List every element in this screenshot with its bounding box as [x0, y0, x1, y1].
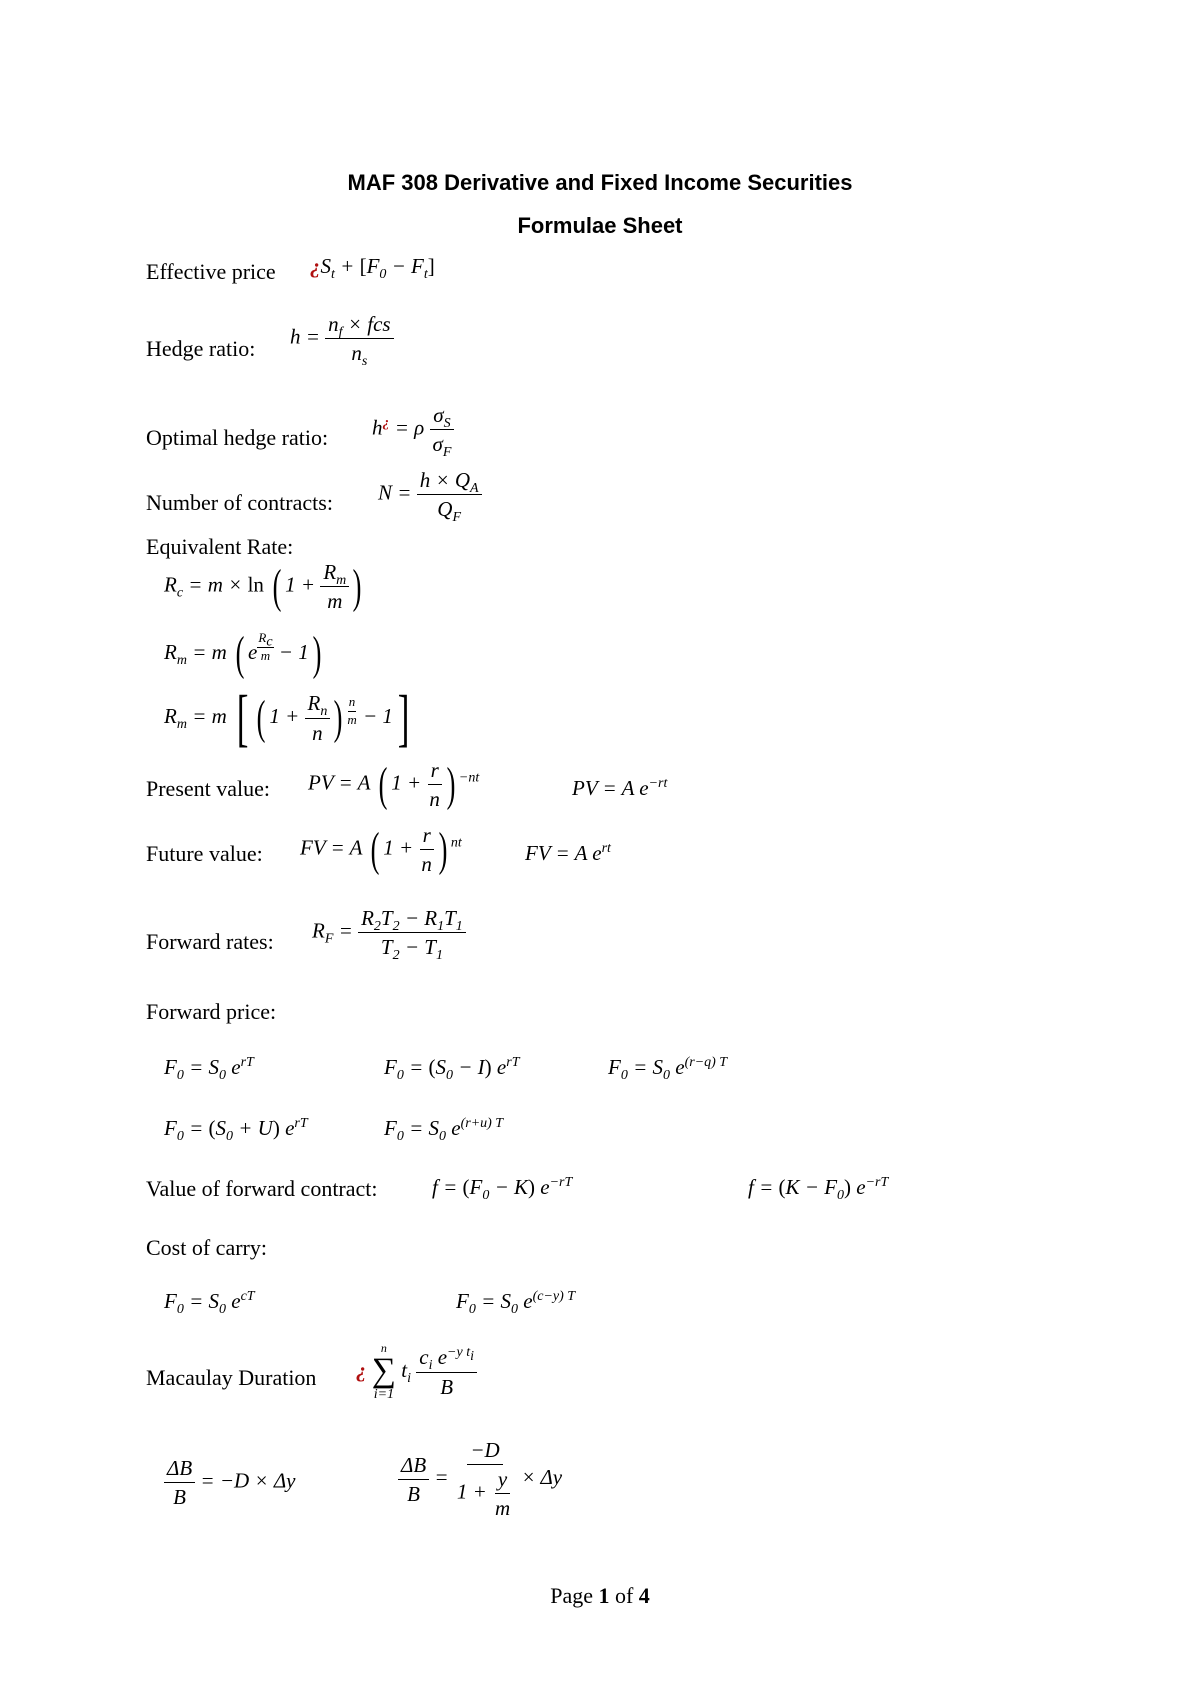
- label-present-value: Present value:: [146, 776, 271, 801]
- formula-number-of-contracts: N = $\frac{h \times Q_A}{Q_F}$: [378, 468, 482, 521]
- formula-effective-price: ¿$S_t + [F_0 - F_t]$: [310, 254, 435, 283]
- document-subtitle: Formulae Sheet: [517, 213, 683, 238]
- formula-m-rate-from-continuous: $R_m = m$ ( e $^{\frac{R_c}{m}}$ − 1): [164, 627, 322, 680]
- label-effective-price: Effective price: [146, 259, 276, 284]
- formula-cost-of-carry-yield: $F_0 = S_0$ $e^{(c-y) T}$: [456, 1289, 576, 1318]
- label-forward-price: Forward price:: [146, 999, 277, 1024]
- formula-forward-value-long: $f = (F_0 - K)$ $e^{-rT}$: [432, 1175, 573, 1204]
- formula-present-value-discrete: PV = A ( 1 + $\frac{r}{n}$ ) $^{-nt}$: [308, 757, 480, 812]
- document-title: MAF 308 Derivative and Fixed Income Securities: [347, 170, 853, 195]
- formula-continuous-rate: $R_c = m \times \ln$ ( 1 + $\frac{R_m}{m}$ ): [164, 559, 362, 614]
- page-of: of: [614, 1583, 634, 1608]
- label-future-value: Future value:: [146, 841, 263, 866]
- label-hedge-ratio: Hedge ratio:: [146, 336, 256, 361]
- formula-cost-of-carry: $F_0 = S_0$ $e^{cT}$: [164, 1289, 255, 1318]
- label-forward-rates: Forward rates:: [146, 929, 274, 954]
- current-page: 1: [598, 1583, 610, 1608]
- formula-modified-duration-price-change: $\frac{\Delta B}{B}$ = −D 1 + $\frac{y}{m}$ × Δy: [398, 1438, 562, 1520]
- formula-forward-price-storage-rate: $F_0 = S_0$ $e^{(r+u) T}$: [384, 1116, 504, 1145]
- label-equivalent-rate: Equivalent Rate:: [146, 534, 294, 559]
- label-value-of-forward-contract: Value of forward contract:: [146, 1176, 378, 1201]
- formula-future-value-discrete: FV = A ( 1 + $\frac{r}{n}$ ) $^{nt}$: [300, 822, 462, 877]
- total-pages: 4: [638, 1583, 650, 1608]
- formula-forward-price-storage: $F_0 = (S_0 + U)$ $e^{rT}$: [164, 1116, 308, 1145]
- label-cost-of-carry: Cost of carry:: [146, 1235, 267, 1260]
- formula-m-rate-from-n-rate: $R_m = m$ [ ( 1 + $\frac{R_n}{n}$ ) $^{\frac{n}{m}}$ − 1]: [164, 682, 410, 753]
- page-prefix: Page: [550, 1583, 593, 1608]
- label-macaulay-duration: Macaulay Duration: [146, 1365, 317, 1390]
- formula-future-value-continuous: FV = A $e^{rt}$: [525, 841, 611, 865]
- formula-present-value-continuous: PV = A $e^{-rt}$: [572, 776, 668, 800]
- formula-macaulay-duration: ¿ n ∑ i=1 $t_i$ $\frac{c_i e^{-y t_i}}{B}$: [356, 1342, 477, 1402]
- formula-optimal-hedge-ratio: h¿ = ρ $\frac{\sigma_S}{\sigma_F}$: [372, 403, 454, 456]
- page-number: [0, 1583, 1200, 1609]
- formula-forward-price-basic: $F_0 = S_0$ $e^{rT}$: [164, 1055, 254, 1084]
- label-optimal-hedge-ratio: Optimal hedge ratio:: [146, 425, 329, 450]
- formula-hedge-ratio: h = $\frac{n_f \times fcs}{n_s}$: [290, 312, 394, 365]
- formula-forward-rates: $R_F$ = $\frac{R_2T_2 - R_1T_1}{T_2 - T_1}$: [312, 906, 466, 959]
- label-number-of-contracts: Number of contracts:: [146, 490, 333, 515]
- formula-forward-value-short: $f = (K - F_0)$ $e^{-rT}$: [748, 1175, 889, 1204]
- formula-forward-price-income: $F_0 = (S_0 - I)$ $e^{rT}$: [384, 1055, 520, 1084]
- formula-duration-price-change: $\frac{\Delta B}{B}$ = −D × Δy: [164, 1456, 295, 1509]
- formula-forward-price-yield: $F_0 = S_0$ $e^{(r-q) T}$: [608, 1055, 728, 1084]
